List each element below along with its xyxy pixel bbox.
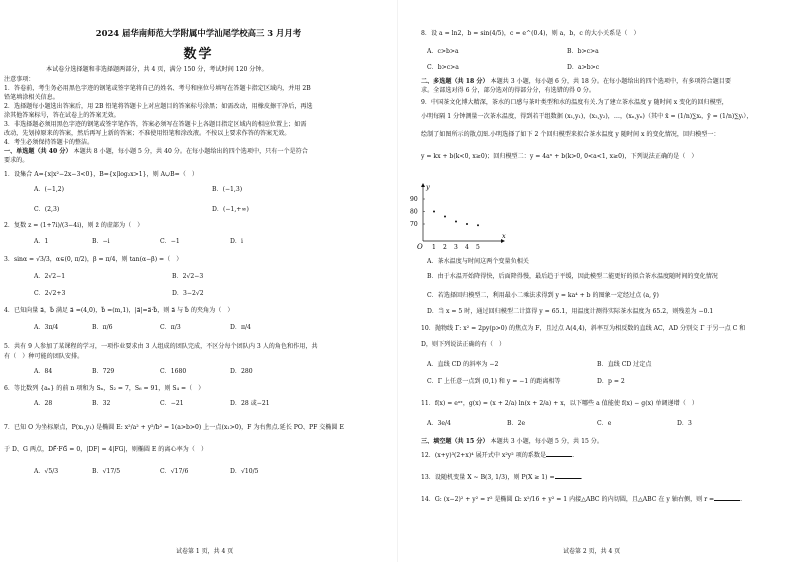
q10-option-b: B．直线 CD 过定点 xyxy=(597,361,652,368)
y-tick-label: 90 xyxy=(410,196,418,203)
notes-intro: 本试卷分选择题和非选择题两部分，共 4 页，满分 150 分，考试时间 120 分钟。 xyxy=(46,66,268,73)
q9-line-1: 9．中国茶文化博大精深，茶水的口感与茶叶类型和水的温度有关.为了建立茶水温度 y 随时间 x 变化的回归模型， xyxy=(421,99,728,106)
q8-stem: 8．设 a = ln2，b = sin(4/5)，c = e^(0.4)，则 a，b，c 的大小关系是（ ） xyxy=(421,30,640,37)
q10-option-a: A．直线 CD 的斜率为 −2 xyxy=(427,361,499,368)
note-2b: 涂其他答案标号，答在试卷上的答案无效。 xyxy=(4,112,120,119)
chart-points xyxy=(433,211,479,227)
q4-option-c: C．π/3 xyxy=(160,324,181,331)
q7-stem-2: 于 D、G 两点，DF⃗·FG⃗ = 0，|DF| = 4|FG|，则椭圆 E 的离心率为（ ） xyxy=(4,446,208,453)
q2-option-c: C．−1 xyxy=(160,238,180,245)
chart-y-axis-label: y xyxy=(426,183,430,191)
chart-x-axis-label: x xyxy=(502,232,506,240)
q11-stem: 11．f(x) = eᵃˣ，g(x) = (x + 2/a) ln(x + 2/a) + x，以下哪些 a 值能使 f(x) − g(x) 单调递增（ ） xyxy=(421,400,698,407)
q1-option-d: D．(−1,+∞) xyxy=(212,206,249,213)
q9-line-2: 小明每隔 1 分钟测量一次茶水温度，得到若干组数据 (x₁,y₁)，(x₂,y₂)，…，(xₙ,yₙ)（其中 x̄ = (1/n)∑xᵢ，ȳ = (1/n)∑yᵢ）， xyxy=(421,113,753,120)
q10-option-c: C．Γ 上任意一点到 (0,1) 和 y = −1 的距离相等 xyxy=(427,378,561,385)
q11-option-a: A．3e/4 xyxy=(427,420,451,427)
q6-stem: 6．等比数列 {aₙ} 的前 n 项和为 Sₙ，S₂ = 7，S₆ = 91，则 S₄ =（ ） xyxy=(4,385,205,392)
q14-stem: 14．G: (x−2)² + y² = r² 是椭圆 Ω: x²/16 + y² = 1 内接△ABC 的内切圆，且△ABC 在 y 轴右侧，则 r = xyxy=(421,496,715,503)
q3-stem: 3．sinα = √3/3，α∈(0, π/2)，β = π/4，则 tan(α−β) =（ ） xyxy=(4,256,183,263)
q1-stem: 1．设集合 A={x|x²−2x−3<0}，B={x|log₂x>1}，则 A∪B=（ ） xyxy=(4,171,199,178)
q1-option-b: B．(−1,3) xyxy=(212,186,243,193)
section-1-heading: 一、单选题（共 40 分） xyxy=(4,148,72,155)
scatter-point xyxy=(444,216,446,218)
q13-line: 13．设随机变量 X ~ B(3, 1/3)，则 P(X ≥ 1) = . xyxy=(421,474,583,481)
page-2-footer: 试卷第 2 页，共 4 页 xyxy=(563,548,621,555)
q7-option-b: B．√17/5 xyxy=(92,468,121,475)
section-2-desc-2: 求。全部选对得 6 分，部分选对的得部分分，有选错的得 0 分。 xyxy=(421,87,595,94)
q6-option-b: B．32 xyxy=(92,400,111,407)
q9-line-3: 绘制了如图所示的散点图.小明选择了如下 2 个回归模型来拟合茶水温度 y 随时间 x 的变化情况，回归模型一： xyxy=(421,131,720,138)
notes-heading: 注意事项： xyxy=(4,76,35,83)
q3-option-b: B．2√2−3 xyxy=(172,273,204,280)
q5-stem-1: 5．共有 9 人参加了某课程的学习，一项作业要求由 3 人组成的团队完成，不区分每个团队内 3 人的角色和作用，共 xyxy=(4,343,318,350)
q4-stem: 4．已知向量 a⃗，b⃗ 满足 a⃗ =(4,0)，b⃗ =(m,1)，|a⃗|=a⃗·b⃗，则 a⃗ 与 b⃗ 的夹角为（ ） xyxy=(4,307,234,314)
x-tick-label: 5 xyxy=(476,244,480,251)
q4-option-b: B．π/6 xyxy=(92,324,113,331)
y-tick-label: 80 xyxy=(410,208,418,216)
scatter-chart xyxy=(409,183,509,253)
q8-option-d: D．a>b>c xyxy=(567,64,600,71)
q2-stem: 2．复数 z = (1+7i)/(3−4i)，则 z̄ 的虚部为（ ） xyxy=(4,222,144,229)
q13-stem: 13．设随机变量 X ~ B(3, 1/3)，则 P(X ≥ 1) = xyxy=(421,474,555,481)
scatter-point xyxy=(477,224,479,226)
chart-y-axis-arrow xyxy=(421,183,425,187)
scatter-point xyxy=(466,223,468,225)
q2-option-b: B．−i xyxy=(92,238,110,245)
section-3-desc: 本题共 3 小题，每小题 5 分，共 15 分。 xyxy=(490,438,603,445)
x-tick-label: 1 xyxy=(432,244,436,251)
q4-option-d: D．π/4 xyxy=(230,324,251,331)
q5-stem-2: 有（ ）种可能的团队安排。 xyxy=(4,353,84,360)
note-2a: 2．选择题每小题选出答案后，用 2B 铅笔将答题卡上对应题目的答案标号涂黑；如需改动，用橡皮擦干净后，再选 xyxy=(4,103,313,110)
q7-stem-1: 7．已知 O 为坐标原点，P(x₁,y₁) 是椭圆 E: x²/a² + y²/b² = 1(a>b>0) 上一点(x₁>0)，F 为右焦点.延长 PO、PF 交椭圆 E xyxy=(4,424,344,431)
q3-option-c: C．2√2+3 xyxy=(34,290,66,297)
x-tick-label: 4 xyxy=(465,244,469,251)
q1-option-c: C．(2,3) xyxy=(34,206,60,213)
q5-option-d: D．280 xyxy=(230,368,253,375)
q14-answer-blank xyxy=(714,500,740,501)
section-2-desc: 本题共 3 小题，每小题 6 分，共 18 分。在每小题给出的四个选项中，有多项符合题目要 xyxy=(490,78,731,85)
scatter-point xyxy=(433,211,435,213)
page-1-footer: 试卷第 1 页，共 4 页 xyxy=(176,548,234,555)
exam-subject: 数学 xyxy=(183,47,214,62)
x-tick-label: 2 xyxy=(443,244,447,251)
q6-option-c: C．−21 xyxy=(160,400,184,407)
q11-option-c: C．e xyxy=(597,420,612,427)
y-tick-label: 70 xyxy=(410,221,418,228)
q4-option-a: A．3π/4 xyxy=(34,324,59,331)
x-tick-label: O xyxy=(417,243,423,251)
q9-option-a: A．茶水温度与时间这两个变量负相关 xyxy=(427,258,529,265)
scatter-point xyxy=(455,221,457,223)
q14-line: 14．G: (x−2)² + y² = r² 是椭圆 Ω: x²/16 + y² = 1 内接△ABC 的内切圆，且△ABC 在 y 轴右侧，则 r = . xyxy=(421,496,743,503)
q9-option-d: D．当 x = 5 时，通过回归模型二计算得 y = 65.1，用温度计测得实际茶水温度为 65.2，则残差为 −0.1 xyxy=(427,308,714,315)
x-tick-label: 3 xyxy=(454,244,458,251)
q13-answer-blank xyxy=(555,478,581,479)
section-1-desc-2: 要求的。 xyxy=(4,157,29,164)
q3-option-a: A．2√2−1 xyxy=(34,273,66,280)
note-4: 4．考生必须保持答题卡的整洁。 xyxy=(4,139,94,146)
q5-option-c: C．1680 xyxy=(160,368,187,375)
q5-option-b: B．729 xyxy=(92,368,115,375)
section-1-desc: 本题共 8 小题，每小题 5 分，共 40 分。在每小题给出的四个选项中，只有一个是符合 xyxy=(73,148,308,155)
q9-option-c: C．若选择回归模型二，利用最小二乘法求得到 y = ka⁴ + b 的图象一定经过点 (a, ȳ) xyxy=(427,292,659,299)
q6-option-a: A．28 xyxy=(34,400,53,407)
note-3b: 改动，先划掉原来的答案，然后再写上新的答案；不准使用铅笔和涂改液。不按以上要求作答的答案无效。 xyxy=(4,130,291,137)
q5-option-a: A．84 xyxy=(34,368,53,375)
q8-option-c: C．b>c>a xyxy=(427,64,459,71)
q7-option-d: D．√10/5 xyxy=(230,468,259,475)
q12-line: 12．(x+y)³(2+x)⁴ 展开式中 x²y² 项的系数是 . xyxy=(421,452,575,459)
section-3-line xyxy=(421,438,603,446)
q1-option-a: A．(−1,2) xyxy=(34,186,65,193)
q11-option-b: B．2e xyxy=(507,420,526,427)
q10-stem-2: D，则下列说法正确的有（ ） xyxy=(421,341,506,348)
q12-answer-blank xyxy=(546,456,572,457)
q6-option-d: D．28 或−21 xyxy=(230,400,270,407)
q3-option-d: D．3−2√2 xyxy=(172,290,204,297)
q9-line-4: y = kx + b(k<0, x≥0)；回归模型二：y = 4aˣ + b(k>0, 0<a<1, x≥0)，下列说法正确的是（ ） xyxy=(421,153,698,160)
section-2-heading: 二、多选题（共 18 分） xyxy=(421,78,489,85)
q10-option-d: D．p = 2 xyxy=(597,378,625,385)
q8-option-b: B．b>c>a xyxy=(567,48,599,55)
note-1b: 铅笔填涂相关信息。 xyxy=(4,94,59,101)
q9-option-b: B．由于水温开始降得快，后面降得慢，最后趋于平缓，因此模型二能更好的拟合茶水温度随时间的变化情况 xyxy=(427,273,718,280)
q10-stem-1: 10．抛物线 Γ: x² = 2py(p>0) 的焦点为 F，且过点 A(4,4)，斜率互为相反数的直线 AC，AD 分别交 Γ 于另一点 C 和 xyxy=(421,325,746,332)
section-3-heading: 三、填空题（共 15 分） xyxy=(421,438,489,445)
q2-option-a: A．1 xyxy=(34,238,49,245)
exam-title: 2024 届华南师范大学附属中学汕尾学校高三 3 月月考 xyxy=(95,28,302,38)
q12-stem: 12．(x+y)³(2+x)⁴ 展开式中 x²y² 项的系数是 xyxy=(421,452,547,459)
section-1-line xyxy=(4,148,308,156)
q8-option-a: A．c>b>a xyxy=(427,48,459,55)
page-2 xyxy=(397,0,794,562)
q2-option-d: D．i xyxy=(230,238,243,245)
note-3a: 3．非选择题必须用黑色字迹的钢笔或签字笔作答，答案必须写在答题卡上各题目指定区域内的相应位置上；如需 xyxy=(4,121,307,128)
q7-option-c: C．√17/6 xyxy=(160,468,189,475)
note-1a: 1．答卷前，考生务必用黑色字迹的钢笔或签字笔将自己的姓名、考号和座位号填写在答题卡指定区域内，并用 2B xyxy=(4,85,311,92)
section-2-line xyxy=(421,78,731,86)
q11-option-d: D．3 xyxy=(677,420,692,427)
q7-option-a: A．√5/3 xyxy=(34,468,59,475)
chart-x-ticks xyxy=(417,243,480,251)
